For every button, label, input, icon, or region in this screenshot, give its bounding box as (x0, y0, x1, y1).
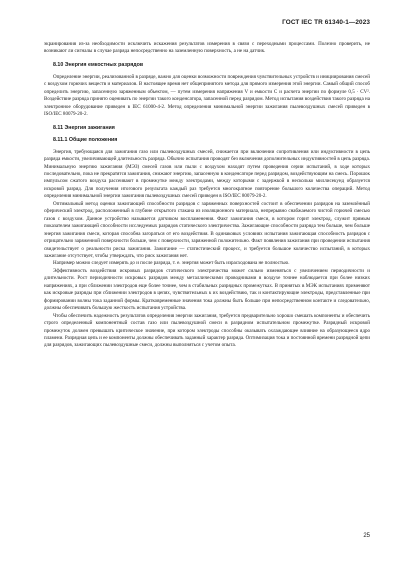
paragraph: Оптимальный метод оценки зажигающей способности разрядов с заряженных поверхностей состоит в обеспечении разрядов на заземлённый сферический электрод, расположенный в глубине открытого стакана из изоляционного материала, непрерывно снабжаемого чистой горючей смесью газов с воздухом. Данное устройство называется датчиком воспламенения. Факт зажигания смеси, в котором горит электрод, служит прямым показателем зажигающей способности исследуемых разрядов статического электричества. Зажигающие способности разряда тем больше, чем больше энергия зажигания смеси, которая способна загораться от его воздействия. В одинаковых условиях испытания зажигающая способность разрядов с отрицательно заряженной поверхности больше, чем с поверхности, заряженной положительно. Факт появления зажигания при проведении испытания свидетельствует о реальности риска зажигания. Зажигание — статистический процесс, и требуется большое количество испытаний, в которых зажигание отсутствует, чтобы утверждать, что риск зажигания нет. (44, 200, 370, 259)
paragraph: Чтобы обеспечить надежность результатов определения энергии зажигания, требуется предварительно хорошо смешать компоненты и обеспечить строго определенный компонентный состав газо или пылевоздушной смеси в разрядном испытательном промежутке. Разрядный искровой промежуток должен превышать критическое значение, при котором электроды способны оказывать охлаждающее влияние на образующееся ядро пламени. Разрядная цепь и ее компоненты должны обеспечивать заданный характер разряда. Оптимизация тока и постоянной времени разрядной цепи для разрядов, зажигающих пылевоздушные смеси, должны выполняться с учетом опыта. (44, 312, 370, 349)
paragraph: Энергия, требующаяся для зажигания газо или пылевоздушных смесей, снижается при включении сопротивления или индуктивности в цепь разряда емкости, увеличивающей длительность разряда. Обычно испытания проводят без включения дополнительных индуктивностей в цепь разряда. Минимальную энергию зажигания (МЭЗ) смесей газов или пыли с воздухом находят путем проведения серии испытаний, в ходе которых последовательно, пока не прекратятся зажигания, снижают энергию, запасенную в конденсаторе перед разрядом, воздействующим на смесь. Порошок импульсом сжатого воздуха рассеивают в промежутке между электродами, между которыми с задержкой в несколько миллисекунд образуется искровой разряд. Для получения итогового результата каждый раз требуется многократное повторение большого количества операций. Метод определения минимальной энергии зажигания пылевоздушных смесей приведен в ISO/IEC 80079-20-2. (44, 148, 370, 200)
page-number: 25 (363, 533, 370, 539)
paragraph: Определение энергии, реализованной в разряде, важно для оценки возможности повреждения чувствительных устройств и инициирования смесей с воздухом горючих веществ и материалов. В настоящее время нет общепринятого метода для прямого измерения этой энергии. Самый общий способ определить энергию, запасенную заряженным объектом, — путем измерения напряжения V и емкости C и расчета энергии по формуле 0,5 · CV². Воздействие разряда принято оценивать по энергии такого конденсатора, запасенной перед разрядом. Метод испытания воздействия такого разряда на электронное оборудование приведен в IEC 61000-4-2. Метод определения минимальной энергии зажигания пылевоздушных смесей приведен в ISO/IEC 80079-20-2. (44, 73, 370, 118)
paragraph: экранирования из-за необходимости исключить искажения результатов измерения в связи с переходными процессами. Полезно проверить, не возникают ли сигналы в случае разряда непосредственно на заземленную поверхность, а не на датчик. (44, 41, 370, 55)
paragraph: Например можно следует измерять до и после разряда, т. е. энергия может быть израсходована не полностью. (53, 260, 290, 267)
paragraph: Эффективность воздействия искровых разрядов статического электричества может сильно изменяться с увеличением периодичности и длительности. Рост периодичности искровых разрядов между металлическими проводниками в воздухе точнее наблюдается при более низких напряжениях, а при сближении электродов еще более точнее, чем в стабильных разрядных промежутках. В принятых в МЭК испытаниях применяют как искровые разряды при сближении электродов в цепях, чувствительных к их воздействию, так и контактирующие электроды, представленные при формировании волны тока заданной формы. Кратковременные значения тока должны быть больше при непосредственном контакте и следовательно, должны обеспечивать большую жесткость испытания устройства. (44, 267, 370, 312)
section-heading: 8.10 Энергия емкостных разрядов (53, 61, 144, 68)
document-header: ГОСТ IEC TR 61340-1—2023 (282, 19, 370, 26)
subsection-heading: 8.11.1 Общие положения (53, 136, 118, 143)
section-heading: 8.11 Энергия зажигания (53, 124, 115, 131)
document-body (44, 41, 370, 350)
